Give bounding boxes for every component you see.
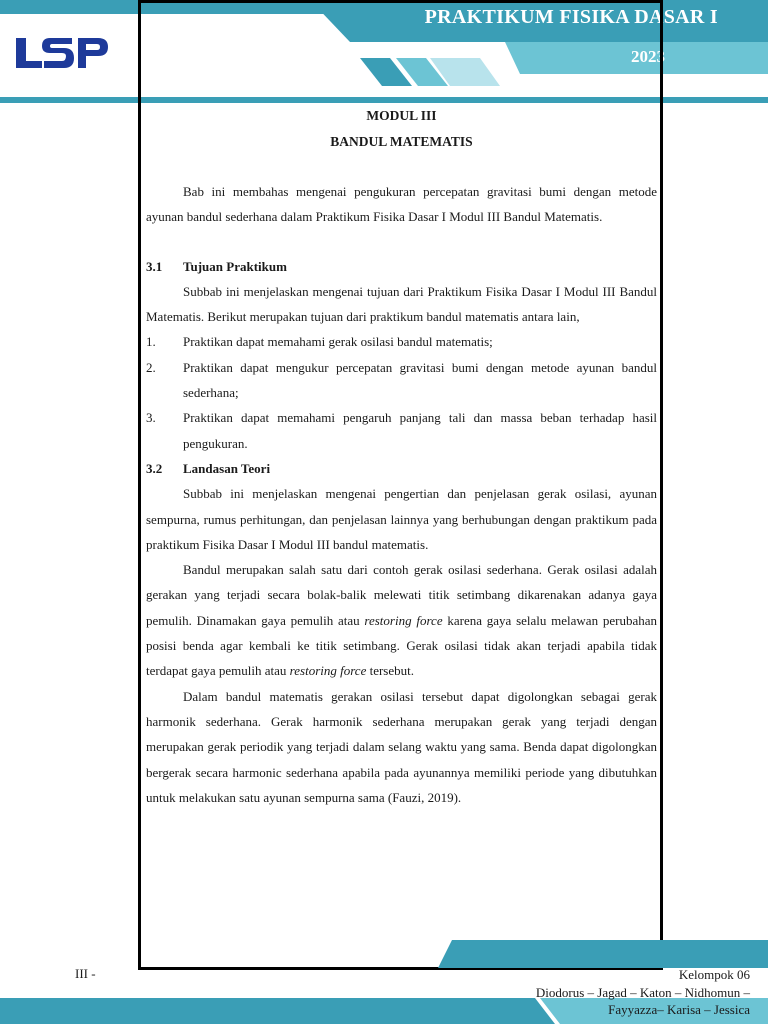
intro-paragraph: Bab ini membahas mengenai pengukuran percepatan gravitasi bumi dengan metode ayunan bandul sederhana dalam Praktikum Fisika Dasar I Modul III Bandul Matematis. <box>146 184 657 225</box>
section-title: Tujuan Praktikum <box>183 258 287 274</box>
list-item: 1. Praktikan dapat memahami gerak osilasi bandul matematis; <box>146 334 493 350</box>
header-year: 2023 <box>631 47 665 66</box>
module-title: BANDUL MATEMATIS <box>330 134 473 149</box>
section-heading <box>146 254 657 279</box>
paragraph: Dalam bandul matematis gerakan osilasi tersebut dapat digolongkan sebagai gerak harmonik sederhana. Gerak harmonik sederhana merupakan gerak yang terjadi dengan merupakan gerak periodik yang terjadi dalam selang waktu yang sama. Benda dapat digolongkan bergerak secara harmonic sederhana apabila pada ayunannya memiliki periode yang dibutuhkan untuk melakukan satu ayunan sempurna sama (Fauzi, 2019). <box>146 688 657 805</box>
members-line-1: Diodorus – Jagad – Katon – Nidhomun – <box>535 984 750 1000</box>
footer-credits <box>536 966 750 1019</box>
document-body <box>146 103 657 810</box>
section-heading <box>146 456 657 481</box>
paragraph: Subbab ini menjelaskan mengenai pengertian dan penjelasan gerak osilasi, ayunan sempurna, rumus perhitungan, dan penjelasan lainnya yang berhubungan dengan praktikum pada praktikum Fisika Dasar I Modul III bandul matematis. <box>146 486 657 552</box>
module-number: MODUL III <box>366 108 437 123</box>
members-line-2: Fayyazza– Karisa – Jessica <box>608 1002 750 1017</box>
list-item: 3. Praktikan dapat memahami pengaruh panjang tali dan massa beban terhadap hasil pengukuran. <box>146 410 657 451</box>
lsp-logo <box>14 36 110 72</box>
list-item: 2. Praktikan dapat mengukur percepatan gravitasi bumi dengan metode ayunan bandul sederhana; <box>146 359 657 401</box>
page-number: III - <box>75 966 96 981</box>
group-name: Kelompok 06 <box>678 967 750 982</box>
section-number: 3.2 <box>146 460 163 476</box>
header-title: PRAKTIKUM FISIKA DASAR I <box>424 6 718 28</box>
paragraph: Bandul merupakan salah satu dari contoh gerak osilasi sederhana. Gerak osilasi adalah gerakan yang terjadi secara bolak-balik melewati titik setimbang dikarenakan adanya gaya pemulih. Dinamakan gaya pemulih atau restoring force karena gaya selalu melawan perubahan posisi benda agar kembali ke titik setimbang. Gerak osilasi tidak akan terjadi apabila tidak terdapat gaya pemulih atau restoring force tersebut. <box>146 562 657 679</box>
section-title: Landasan Teori <box>183 460 271 476</box>
section-number: 3.1 <box>146 258 163 274</box>
section-intro: Subbab ini menjelaskan mengenai tujuan dari Praktikum Fisika Dasar I Modul III Bandul Matematis. Berikut merupakan tujuan dari praktikum bandul matematis antara lain, <box>146 283 657 325</box>
